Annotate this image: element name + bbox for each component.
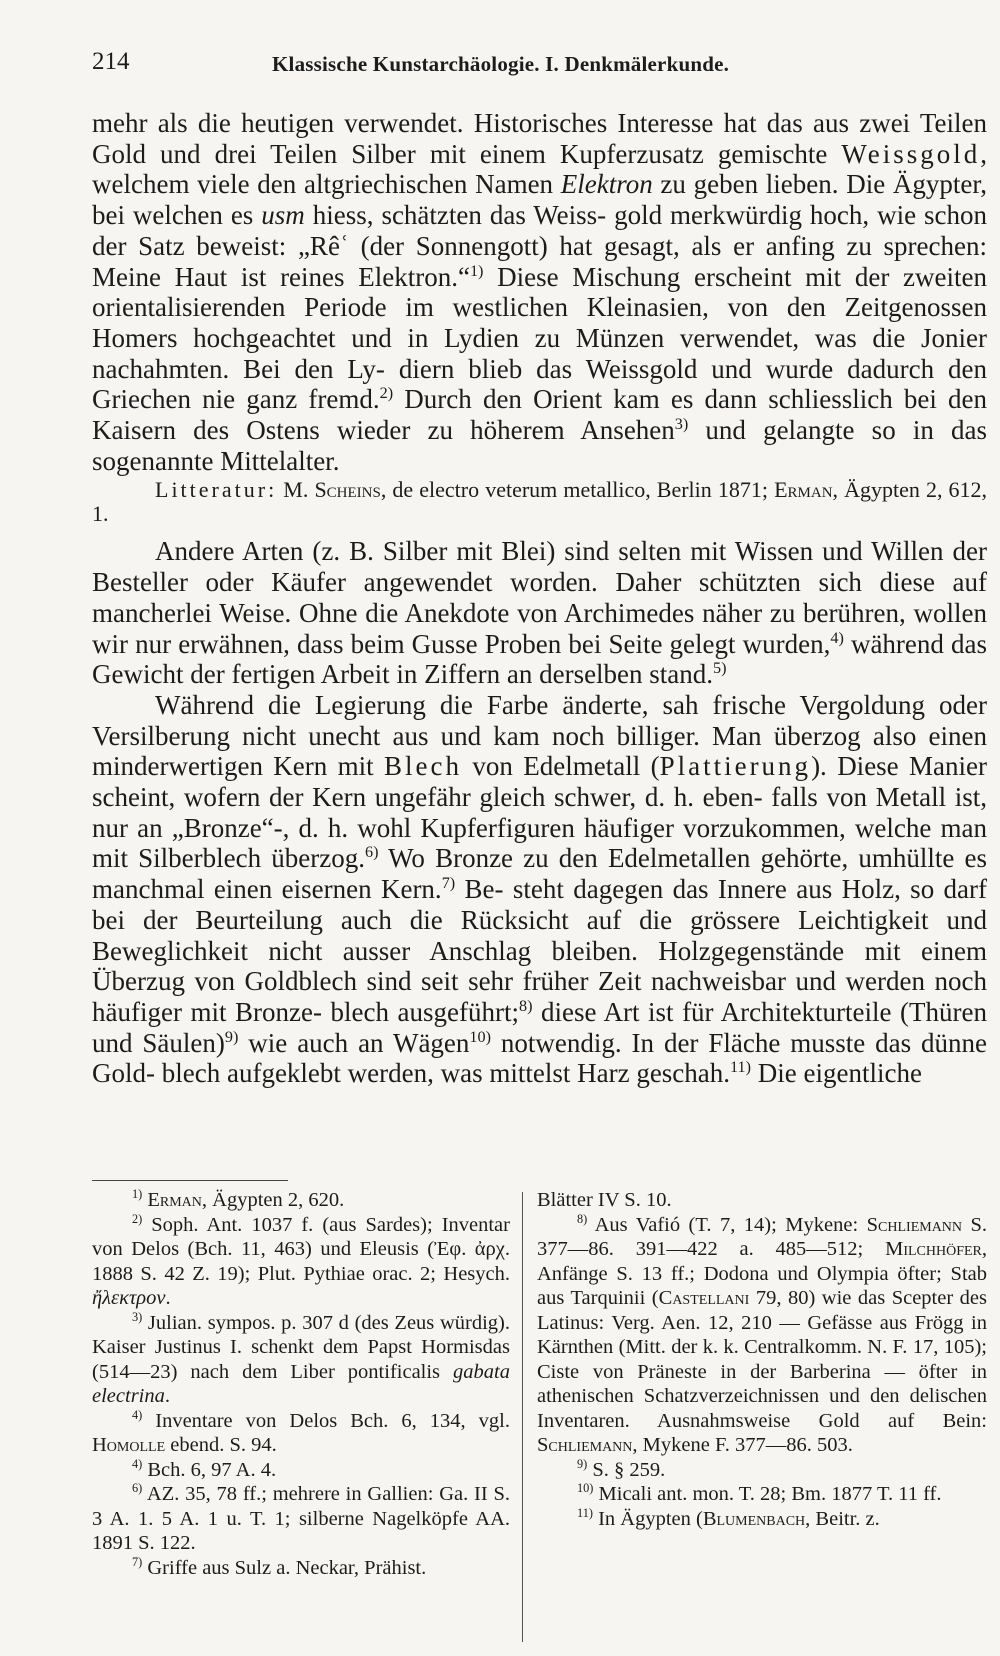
footnote-7-continued — [537, 1188, 987, 1213]
footnote-ref[interactable]: 5) — [713, 659, 727, 678]
footnote-text: . — [165, 1287, 171, 1309]
text-line: Be- — [455, 874, 504, 905]
text-line: Während die Legierung die Farbe änderte, sah frische Vergoldung — [155, 689, 926, 720]
footnote-number: 1) — [132, 1187, 143, 1202]
text-line: näher zu berühren, wollen wir nur erwähnen, dass beim Gusse Proben — [92, 597, 987, 659]
author-name: Blumenbach — [702, 1507, 806, 1530]
footnote-5 — [92, 1458, 510, 1483]
footnote-number: 7) — [132, 1554, 143, 1569]
footnote-ref[interactable]: 7) — [441, 874, 456, 893]
footnote-ref[interactable]: 2) — [379, 384, 394, 403]
text-line: Diese Manier scheint, wofern der Kern ungefähr gleich schwer, d. h. eben- — [92, 751, 987, 813]
author-name: Schliemann — [866, 1213, 963, 1236]
text-line: sich diese auf mancherlei Weise. Ohne die Anekdote von Archimedes — [92, 567, 988, 628]
page-header — [92, 48, 992, 88]
text-line: Anschlag bleiben. Holzgegenstände mit einem Überzug von Goldblech sind — [92, 935, 987, 997]
text-line: geben lieben. Die Ägypter, bei welchen es — [92, 169, 988, 231]
footnote-text: Micali ant. mon. T. 28; Bm. 1877 T. 11 ff. — [593, 1483, 942, 1505]
spaced-term: Weissgold — [841, 138, 981, 169]
paragraph-weissgold — [92, 108, 987, 476]
text-line: blech aufgeklebt werden, was mittelst Harz geschah. — [161, 1058, 731, 1089]
text-line: zu — [652, 169, 686, 200]
author-name: Castellani — [658, 1287, 750, 1309]
text-line: diern blieb das Weissgold und wurde dadurch den Griechen nie ganz — [92, 353, 987, 415]
footnote-number: 4) — [132, 1407, 143, 1422]
italic-term: Elektron — [560, 169, 653, 200]
text-line: westlichen Kleinasien, von den Zeitgenossen Homers hochgeachtet und in — [92, 292, 988, 353]
footnote-8 — [537, 1213, 987, 1458]
footnote-text: 79, 80) wie das Scepter des Latinus: Verg. Aen. 12, 210 — Gefässe aus Frögg in Kärnthen (Mitt. der k. k. Centralkomm. N. F. 17, 105); Ciste von Präneste in der Barberina — öfter in athenischen Schatzverzeichnissen und den delischen Inventaren. Ausnahmsweise Gold auf Bein: — [537, 1287, 987, 1432]
text-line: falls von Metall ist, nur an „Bronze“-, d. h. wohl Kupferfiguren häufiger — [92, 782, 988, 843]
text-line: wie auch an Wägen — [248, 1027, 470, 1058]
footnote-rule — [92, 1180, 288, 1181]
footnote-number: 2) — [132, 1211, 143, 1226]
text-line: vorzukommen, welche man mit Silberblech überzog. — [92, 812, 988, 874]
author-name: Milchhöfer — [885, 1238, 982, 1260]
text-line: Mittelalter. — [220, 445, 340, 476]
text-line: oder Versilberung nicht unecht aus und kam noch billiger. Man überzog — [92, 689, 988, 751]
footnote-ref[interactable]: 4) — [830, 628, 844, 647]
footnote-9 — [537, 1458, 987, 1483]
footnote-text: ebend. S. 94. — [165, 1434, 277, 1456]
footnote-ref[interactable]: 9) — [224, 1027, 239, 1046]
text-line: Rücksicht auf die grössere Leichtigkeit und Beweglichkeit nicht ausser — [92, 904, 987, 966]
footnote-text: Aus Vafió (T. 7, 14); Mykene: — [587, 1213, 859, 1236]
text-line: , de electro veterum metallico, Berlin 1871; — [380, 477, 768, 503]
footnote-text: Blätter IV S. 10. — [537, 1189, 672, 1211]
footnote-text: AZ. 35, 78 ff.; mehrere in Gallien: Ga. II S. 3 A. 1. 5 A. 1 u. T. 1; silberne Nagelköpfe AA. 1891 S. 122. — [92, 1483, 510, 1554]
footnote-2 — [92, 1213, 510, 1311]
text-line: fremd. — [308, 384, 380, 415]
footnote-number: 3) — [132, 1309, 143, 1324]
footnote-number: 11) — [577, 1505, 593, 1520]
footnote-text: Bch. 6, 97 A. 4. — [142, 1458, 277, 1481]
author-name: Homolle — [92, 1434, 166, 1456]
footnote-text: , Beitr. z. — [805, 1507, 880, 1530]
page-number: 214 — [92, 48, 130, 75]
text-line: von Edelmetall ( — [472, 751, 660, 782]
literature-note — [92, 478, 987, 526]
text-line: steht dagegen das Innere aus Holz, so darf bei der Beurteilung auch die — [92, 874, 988, 935]
text-line: Willen der Besteller oder Käufer angewendet worden. Daher schützten — [92, 536, 987, 598]
text-line: Teilen Gold und drei Teilen Silber mit einem Kupferzusatz gemischte — [92, 108, 987, 169]
footnote-4 — [92, 1409, 510, 1458]
text-line: Die eigentliche — [751, 1058, 922, 1089]
footnote-1 — [92, 1188, 510, 1213]
text-line: Diese Mischung erscheint mit der zweiten orientalisierenden Periode im — [92, 261, 987, 323]
text-line: mehr als die heutigen verwendet. Historisches Interesse hat das aus zwei — [92, 108, 911, 138]
author-name: Erman — [774, 477, 833, 503]
main-text — [92, 108, 987, 1089]
footnote-text: , Ägypten 2, 620. — [201, 1189, 345, 1211]
greek-term: ἤλεκτρον — [92, 1287, 166, 1309]
footnote-text: In Ägypten ( — [592, 1507, 703, 1530]
footnote-text: S. § 259. — [587, 1458, 666, 1481]
footnotes-right-column — [537, 1188, 987, 1531]
text-line: hat gesagt, als er anfing zu sprechen: Meine Haut ist reines Elektron.“ — [92, 230, 987, 292]
footnote-ref[interactable]: 6) — [364, 843, 379, 862]
footnote-ref[interactable]: 8) — [518, 996, 533, 1015]
text-line: , Ägypten 2, 612, 1. — [92, 477, 988, 527]
column-divider — [522, 1192, 523, 1642]
footnote-ref[interactable]: 11) — [730, 1058, 752, 1077]
text-line: seit sehr früher Zeit nachweisbar und werden noch häufiger mit Bronze- — [92, 966, 988, 1027]
footnote-number: 8) — [577, 1211, 588, 1226]
footnote-10 — [537, 1482, 987, 1507]
text-line: Durch den Orient kam es dann schliesslich bei den Kaisern des — [92, 384, 988, 446]
running-title: Klassische Kunstarchäologie. I. Denkmälerkunde. — [272, 52, 730, 76]
footnote-6 — [92, 1482, 510, 1556]
footnote-ref[interactable]: 10) — [469, 1027, 491, 1046]
footnote-text: , Anfänge S. 13 ff.; Dodona und Olympia öfter; Stab aus Tarquinii ( — [537, 1238, 988, 1309]
text-line: hiess, schätzten das Weiss- — [312, 200, 607, 231]
author-name: Scheins — [314, 477, 381, 503]
spaced-term: Plattierung — [659, 751, 812, 782]
footnote-number: 4) — [132, 1456, 143, 1471]
text-line: Lydien zu Münzen verwendet, was die Jonier nachahmten. Bei den Ly- — [92, 322, 988, 384]
footnote-text: Soph. Ant. 1037 f. (aus Sardes); Inventar von Delos (Bch. 11, 463) und Eleusis (Ἐφ. ἀρχ. 1888 S. 42 Z. 19); Plut. Pythiae orac. 2; Hesych. — [92, 1213, 510, 1285]
text-line: und gelangte so in das sogenannte — [92, 415, 987, 476]
text-line: Edelmetallen gehörte, umhüllte es manchmal einen eisernen Kern. — [92, 843, 987, 905]
text-line: diese Art ist für Architekturteile (Thüren und Säulen) — [92, 996, 988, 1058]
footnotes-left-column — [92, 1188, 510, 1580]
text-line: notwendig. In der Fläche musste das dünne Gold- — [92, 1027, 988, 1089]
footnote-text: . — [164, 1385, 170, 1407]
footnote-ref[interactable]: 1) — [469, 261, 484, 280]
footnote-number: 10) — [577, 1481, 594, 1496]
literature-label: Litteratur: — [155, 477, 278, 503]
footnote-11 — [537, 1507, 987, 1532]
spaced-term: Blech — [384, 751, 463, 782]
footnote-ref[interactable]: 3) — [674, 415, 689, 434]
text-line: ). — [811, 751, 827, 782]
footnote-text: , Mykene F. 377—86. 503. — [632, 1434, 853, 1456]
text-line: während das Gewicht der fertigen Arbeit in — [92, 628, 987, 690]
footnote-text: S. 377—86. 391—422 a. 485—512; — [537, 1213, 988, 1260]
text-line: Wo Bronze zu den — [378, 843, 598, 874]
footnote-number: 9) — [577, 1456, 588, 1471]
italic-term: gabata electrina — [92, 1360, 510, 1407]
author-name: Schliemann — [537, 1434, 633, 1456]
footnote-7 — [92, 1556, 510, 1581]
footnote-text: Julian. sympos. p. 307 d (des Zeus würdig). Kaiser Justinus I. schenkt dem Papst Hormisdas (514—23) nach dem Liber pontificalis — [92, 1311, 510, 1383]
text-line: also einen minderwertigen Kern mit — [92, 720, 988, 782]
paragraph-other-alloys — [92, 536, 987, 690]
text-line: gold merkwürdig hoch, wie schon der Satz beweist: „Rêʿ (der Sonnengott) — [92, 200, 988, 261]
paragraph-plating — [92, 690, 987, 1089]
text-line: bei Seite gelegt wurden, — [568, 628, 831, 659]
text-line: Ostens wieder zu höherem Ansehen — [246, 415, 675, 446]
text-line: , welchem viele den altgriechischen Namen — [92, 138, 987, 200]
italic-term: usm — [261, 200, 305, 231]
footnote-3 — [92, 1311, 510, 1409]
footnote-text: Inventare von Delos Bch. 6, 134, vgl. — [142, 1409, 510, 1432]
text-line: blech ausgeführt; — [330, 996, 519, 1027]
footnote-text: Griffe aus Sulz a. Neckar, Prähist. — [142, 1556, 427, 1579]
author-name: Erman — [147, 1189, 202, 1211]
footnote-number: 6) — [132, 1481, 143, 1496]
text-line: Ziffern an derselben stand. — [424, 659, 714, 690]
text-line: M. — [283, 477, 309, 503]
text-line: Andere Arten (z. B. Silber mit Blei) sind selten mit Wissen und — [155, 536, 863, 567]
